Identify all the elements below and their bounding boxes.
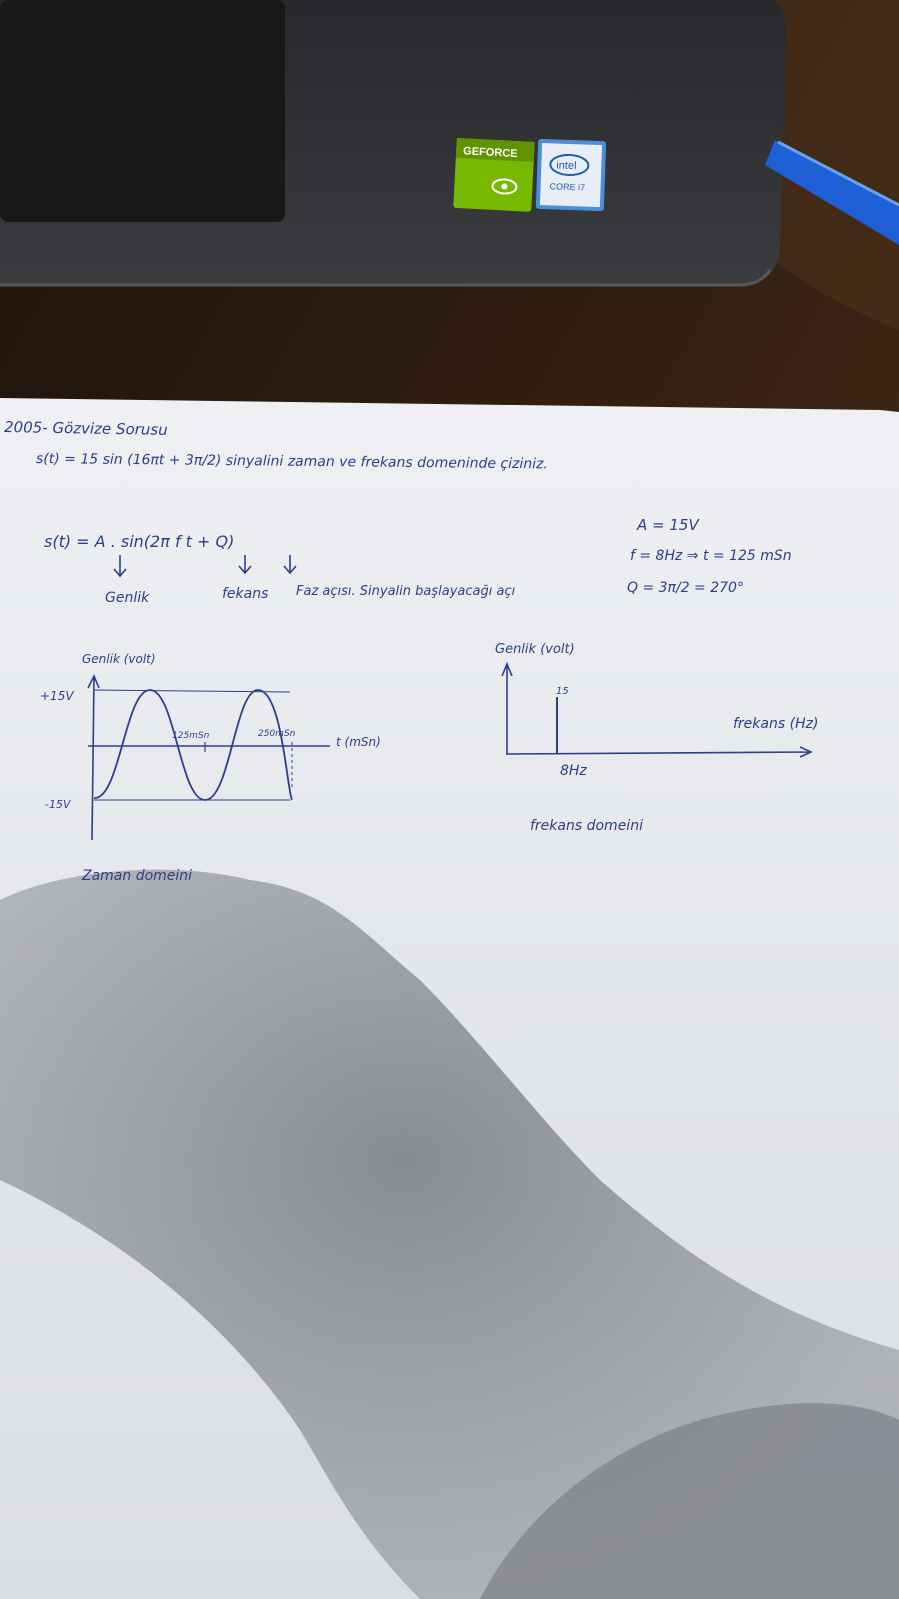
frequency-value: f = 8Hz ⇒ t = 125 mSn [630,548,792,564]
time-tick-125-label: 125mSn [172,731,210,741]
amplitude-value: A = 15V [637,516,699,534]
general-formula: s(t) = A . sin(2π f t + Q) [44,532,235,551]
question-title: 2005- Gözvize Sorusu [3,418,168,439]
freq-peak-label: 8Hz [560,763,587,779]
nvidia-sticker [453,138,535,212]
freq-ylabel: Genlik (volt) [495,642,575,657]
freq-xlabel: frekans (Hz) [733,716,819,732]
time-caption: Zaman domeini [82,868,193,884]
nvidia-text: GEFORCE [462,145,518,161]
freq-caption: frekans domeini [530,818,643,834]
time-xlabel: t (mSn) [336,735,381,749]
phase-value: Q = 3π/2 = 270° [627,580,744,596]
time-ylabel: Genlik (volt) [82,652,156,666]
time-tick-250-label: 250mSn [258,729,296,739]
freq-peak-value: 15 [556,686,569,697]
intel-model-text: CORE i7 [549,181,586,193]
label-amplitude: Genlik [105,590,150,606]
time-ymax-label: +15V [40,689,74,703]
time-ymin-label: -15V [45,798,71,811]
label-phase: Faz açısı. Sinyalin başlayacağı açı [296,584,516,599]
intel-sticker [536,139,606,211]
intel-brand-text: intel [556,159,577,173]
label-frequency: fekans [222,586,269,602]
question-text: s(t) = 15 sin (16πt + 3π/2) sinyalini zaman ve frekans domeninde çiziniz. [35,451,548,473]
touchpad [0,0,285,222]
